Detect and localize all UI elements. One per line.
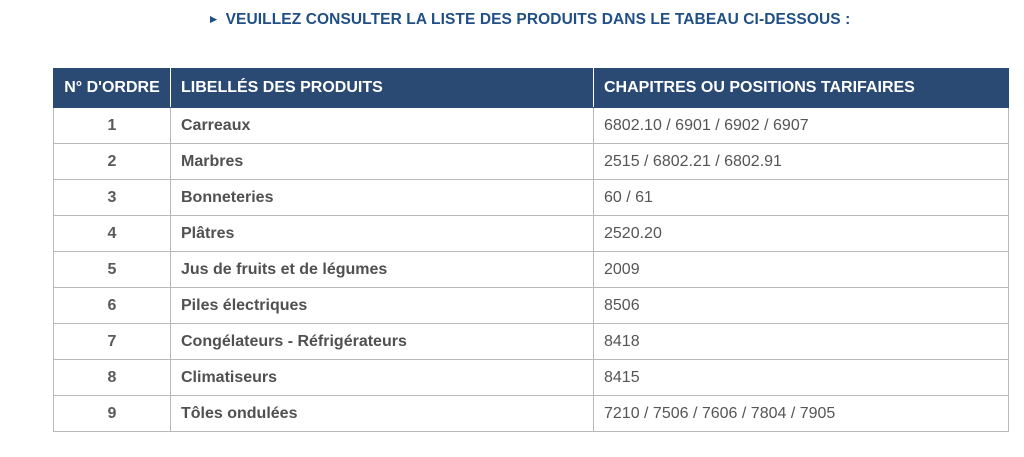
cell-product-label: Piles électriques (171, 288, 594, 324)
table-row (54, 108, 1009, 144)
heading-text: VEUILLEZ CONSULTER LA LISTE DES PRODUITS DANS LE TABEAU CI-DESSOUS : (225, 11, 851, 28)
cell-product-label: Climatiseurs (171, 360, 594, 396)
cell-product-label: Tôles ondulées (171, 396, 594, 432)
table-header-row (54, 69, 1009, 108)
cell-order: 8 (54, 360, 171, 396)
page-heading (0, 11, 1024, 29)
cell-product-label: Carreaux (171, 108, 594, 144)
cell-tariff-codes: 2520.20 (594, 216, 1009, 252)
table-row (54, 288, 1009, 324)
cell-tariff-codes: 60 / 61 (594, 180, 1009, 216)
column-header-codes: CHAPITRES OU POSITIONS TARIFAIRES (594, 69, 1009, 108)
table-row (54, 396, 1009, 432)
cell-product-label: Congélateurs - Réfrigérateurs (171, 324, 594, 360)
table-row (54, 216, 1009, 252)
cell-order: 6 (54, 288, 171, 324)
products-table (53, 68, 1009, 432)
table-row (54, 324, 1009, 360)
cell-tariff-codes: 8506 (594, 288, 1009, 324)
cell-tariff-codes: 6802.10 / 6901 / 6902 / 6907 (594, 108, 1009, 144)
cell-order: 3 (54, 180, 171, 216)
table-row (54, 360, 1009, 396)
cell-order: 4 (54, 216, 171, 252)
cell-tariff-codes: 8418 (594, 324, 1009, 360)
cell-product-label: Jus de fruits et de légumes (171, 252, 594, 288)
table-row (54, 144, 1009, 180)
cell-order: 5 (54, 252, 171, 288)
table-row (54, 180, 1009, 216)
cell-product-label: Marbres (171, 144, 594, 180)
cell-tariff-codes: 2515 / 6802.21 / 6802.91 (594, 144, 1009, 180)
table-row (54, 252, 1009, 288)
cell-order: 1 (54, 108, 171, 144)
cell-product-label: Plâtres (171, 216, 594, 252)
cell-order: 9 (54, 396, 171, 432)
arrow-right-icon: ► (207, 12, 220, 26)
cell-tariff-codes: 2009 (594, 252, 1009, 288)
column-header-label: LIBELLÉS DES PRODUITS (171, 69, 594, 108)
column-header-order: N° D'ORDRE (54, 69, 171, 108)
cell-tariff-codes: 8415 (594, 360, 1009, 396)
cell-order: 2 (54, 144, 171, 180)
cell-order: 7 (54, 324, 171, 360)
cell-product-label: Bonneteries (171, 180, 594, 216)
cell-tariff-codes: 7210 / 7506 / 7606 / 7804 / 7905 (594, 396, 1009, 432)
